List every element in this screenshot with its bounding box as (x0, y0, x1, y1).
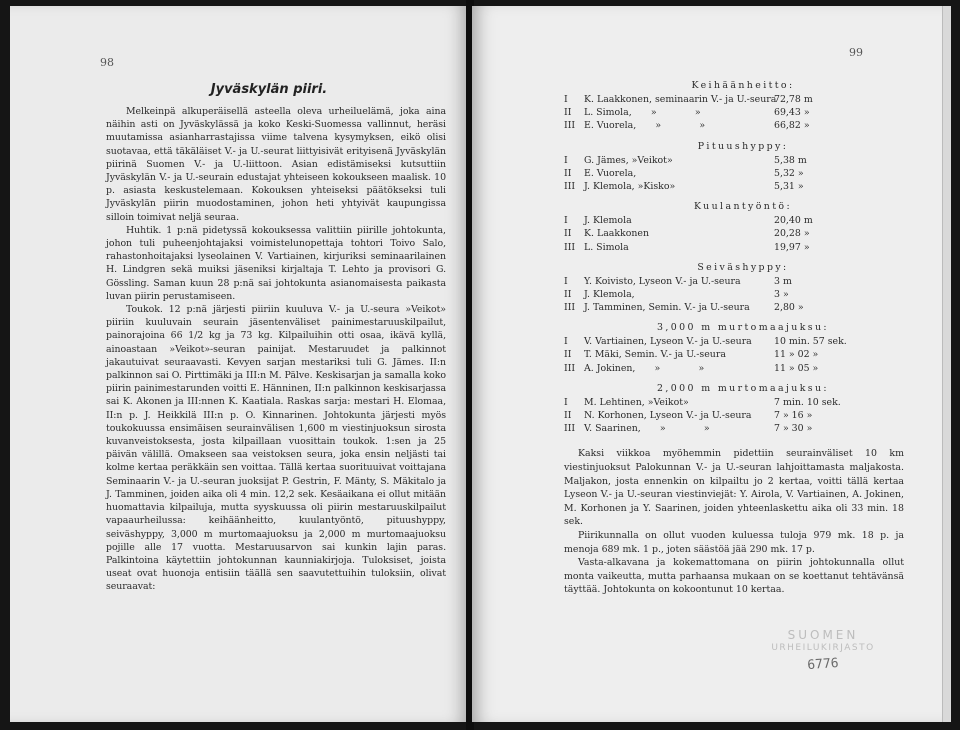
event-header: 3,000 m murtomaajuksu: (656, 322, 829, 334)
event-header: Kuulantyöntö: (693, 201, 792, 213)
result-rank: III (564, 302, 576, 314)
result-name (584, 301, 774, 314)
result-row (564, 227, 904, 240)
result-name (584, 214, 774, 227)
right-body-text (564, 447, 904, 597)
result-rank: III (564, 241, 576, 253)
result-row (564, 335, 904, 348)
athlete-name: K. Laakkonen, seminaarin V.- ja U.-seura (584, 94, 777, 105)
stamp-line: URHEILUKIRJASTO (771, 643, 875, 653)
result-row (564, 154, 904, 167)
result-value: 20,40 m (774, 215, 813, 227)
result-value: 72,78 m (774, 94, 813, 105)
athlete-name: L. Simola, (584, 107, 632, 119)
result-name (584, 119, 774, 132)
result-value: 5,38 m (774, 154, 807, 166)
event-header: 2,000 m murtomaajuksu: (656, 382, 829, 394)
page-edge (942, 6, 951, 722)
result-value: 11 » 05 » (774, 362, 819, 374)
event-header: Seiväshyppy: (697, 261, 789, 273)
athlete-name: J. Klemola, (584, 288, 635, 300)
result-value: 10 min. 57 sek. (774, 336, 847, 348)
result-name (584, 154, 774, 167)
result-rank: II (564, 228, 572, 240)
stamp-number: 6776 (806, 655, 840, 674)
result-value: 5,32 » (774, 167, 804, 179)
athlete-name: Y. Koivisto, Lyseon V.- ja U.-seura (584, 275, 741, 287)
result-row (564, 396, 904, 409)
paragraph: Huhtik. 1 p:nä pidetyssä kokouksessa valittiin piirille johtokunta, johon tuli puheenjohtajaksi voimistelunopettaja tohtori Toivo Salo, rahastonhoitajaksi lyseolainen V. Vartiainen, kirjuriksi seminaarilainen H. Lindgren sekä muiksi jäseniksi kirjaltaja T. Lehto ja provisori G. Gössling. Saman kuun 28 p:nä sai johtokunta asianomaisesta paikasta luvan piirin perustamiseen. (106, 224, 446, 302)
result-row (564, 106, 904, 119)
stamp-line: SUOMEN (787, 628, 859, 642)
event-header: Keihäänheitto: (691, 80, 795, 91)
result-value: 5,31 » (774, 180, 804, 192)
result-name (584, 241, 774, 254)
result-rank: III (564, 362, 576, 374)
ditto-mark: » (655, 120, 662, 132)
result-name (584, 348, 774, 361)
result-value: 7 » 16 » (774, 410, 813, 421)
left-body-text (106, 105, 446, 594)
result-rank: II (564, 410, 572, 421)
result-value: 11 » 02 » (774, 349, 819, 361)
results-column (564, 80, 904, 597)
result-name (584, 180, 774, 193)
result-value: 2,80 » (774, 302, 804, 314)
result-rank: III (564, 180, 576, 192)
athlete-name: V. Saarinen, (584, 423, 641, 435)
paragraph: Toukok. 12 p:nä järjesti piiriin kuuluva V.- ja U.-seura »Veikot» piiriin kuuluvain seurain jäsentenväliset painimestaruuskilpailut, painorajoina 66 1/2 kg ja 73 kg. Kilpailuihin otti osaa, ikävä kyllä, ainoastaan »Veikot»-seuran painijat. Mestaruudet ja palkinnot jakautuivat seuraavasti. Kevyen sarjan mestariksi tuli G. Jämes. II:n palkinnon sai O. Pirttimäki ja III:n M. Pälve. Keskisarjan ja samalla koko piirin painimestarunden voitti E. Hänninen, II:n palkinnon keskisarjassa sai K. Akonen ja III:nnen K. Kaatiala. Raskas sarja: mestari H. Elomaa, II:n p. J. Heikkilä III:n p. O. Kinnarinen. Johtokunta järjesti myös toukokuussa ensimäisen seurainvälisen 1,600 m viestinjuoksun sirosta kuvanveistoksesta, josta kilpaillaan vuosittain toukok. 1:sen ja 25 päivän välillä. Omakseen saa veistoksen seura, joka ensin neljästi tai kolme kertaa peräkkäin sen voittaa. Tällä kertaa suorituuivat voittajana Seminaarin V.- ja U.-seuran juoksijat P. Gestrin, F. Mänty, S. Mäkitalo ja J. Tamminen, joiden aika oli 4 min. 12,2 sek. Kesäaikana ei ollut mitään huomattavia kilpailuja, mutta syyskuussa oli piirin mestaruuskilpailut vapaaurheilussa: keihäänheitto, kuulantyöntö, pituushyppy, seiväshyppy, 3,000 m murtomaajuoksu ja 2,000 m murtomaajuoksu pojille alle 17 vuotta. Mestaruusarvon sai kunkin lajin paras. Palkintoina käytettiin johtokunnan kaunniakirjoja. Tuloksiset, joista useat ovat huonoja entisiin täällä sen saavutettuihin tuloksiin, olivat seuraavat: (106, 304, 446, 593)
result-row (564, 409, 904, 422)
result-rank: I (564, 396, 568, 408)
result-value: 19,97 » (774, 241, 810, 253)
page-number-right: 99 (849, 46, 863, 59)
athlete-name: L. Simola (584, 241, 629, 253)
result-name (584, 396, 774, 409)
result-row (564, 422, 904, 435)
left-page (10, 6, 468, 722)
athlete-name: E. Vuorela, (584, 120, 637, 132)
result-row (564, 348, 904, 361)
result-row (564, 362, 904, 375)
result-row (564, 275, 904, 288)
athlete-name: A. Jokinen, (584, 362, 636, 374)
result-rank: II (564, 107, 572, 119)
ditto-mark: » (654, 362, 661, 374)
result-value: 7 min. 10 sek. (774, 396, 841, 408)
result-name (584, 422, 774, 435)
result-row (564, 119, 904, 132)
result-rank: I (564, 94, 568, 105)
athlete-name: E. Vuorela, (584, 167, 637, 179)
result-name (584, 335, 774, 348)
result-name (584, 167, 774, 180)
result-row (564, 301, 904, 314)
result-value: 3 m (774, 275, 792, 287)
right-page (472, 6, 942, 722)
result-name (584, 362, 774, 375)
result-row (564, 214, 904, 227)
athlete-name: N. Korhonen, Lyseon V.- ja U.-seura (584, 410, 752, 421)
ditto-mark: » (650, 107, 657, 119)
result-rank: I (564, 336, 568, 348)
paragraph: Melkeinpä alkuperäisellä asteella oleva urheiluelämä, joka aina näihin asti on Jyväskylässä ja koko Keski-Suomessa vallinnut, heräsi muutamissa asianharrastajissa viime talvena kysymyksen, eikö olisi suotavaa, että täkäläiset V.- ja U.-seurat liittyisivät erityisenä Jyväskylän piirinä Suomen V.- ja U.-liittoon. Asian edistämiseksi kutsuttiin Jyväskylän V.- ja U.-seurain edustajat yhteiseen kokoukseen maalisk. 10 p. asiasta keskustelemaan. Kokouksen yhteiseksi päätökseksi tuli Jyväskylän piirin muodostaminen, johon heti yhtyivät kaupungissa silloin toimivat neljä seuraa. (106, 106, 446, 223)
paragraph: Piirikunnalla on ollut vuoden kuluessa tuloja 979 mk. 18 p. ja menoja 689 mk. 1 p., joten säästöä jää 290 mk. 17 p. (564, 529, 904, 555)
result-rank: I (564, 275, 568, 287)
ditto-mark: » (703, 423, 710, 435)
page-number-left: 98 (100, 56, 114, 69)
result-row (564, 180, 904, 193)
result-row (564, 93, 904, 106)
result-rank: II (564, 349, 572, 361)
result-rank: II (564, 167, 572, 179)
result-row (564, 241, 904, 254)
result-value: 7 » 30 » (774, 423, 813, 435)
result-name (584, 275, 774, 288)
result-value: 3 » (774, 288, 789, 300)
ditto-mark: » (659, 423, 666, 435)
result-name (584, 288, 774, 301)
result-row (564, 167, 904, 180)
result-name (584, 409, 774, 422)
result-name (584, 93, 777, 106)
library-stamp (768, 628, 878, 672)
athlete-name: J. Tamminen, Semin. V.- ja U.-seura (584, 302, 750, 314)
event-header: Pituushyppy: (697, 140, 789, 152)
ditto-mark: » (698, 362, 705, 374)
athlete-name: V. Vartiainen, Lyseon V.- ja U.-seura (584, 336, 752, 348)
result-name (584, 227, 774, 240)
paragraph: Kaksi viikkoa myöhemmin pidettiin seurainväliset 10 km viestinjuoksut Palokunnan V.- ja U.-seuran lahjoittamasta maljakosta. Maljakon, josta ennenkin on kilpailtu jo 2 kertaa, voitti tällä kertaa Lyseon V.- ja U.-seuran viestinviejät: Y. Airola, V. Vartiainen, A. Jokinen, M. Korhonen ja Y. Saarinen, joiden yhteenlaskettu aika oli 33 min. 18 sek. (564, 448, 904, 528)
athlete-name: T. Mäki, Semin. V.- ja U.-seura (584, 349, 726, 361)
athlete-name: J. Klemola, »Kisko» (584, 180, 676, 192)
result-value: 66,82 » (774, 120, 810, 132)
results-list (564, 80, 904, 435)
result-rank: III (564, 120, 576, 132)
result-value: 20,28 » (774, 228, 810, 240)
athlete-name: G. Jämes, »Veikot» (584, 154, 673, 166)
result-rank: II (564, 288, 572, 300)
athlete-name: K. Laakkonen (584, 228, 649, 240)
paragraph: Vasta-alkavana ja kokemattomana on piirin johtokunnalla ollut monta vaikeutta, mutta parhaansa mukaan on se koettanut tehtävänsä täyttää. Johtokunta on kokoontunut 10 kertaa. (564, 557, 904, 596)
athlete-name: J. Klemola (584, 215, 632, 227)
ditto-mark: » (699, 120, 706, 132)
result-rank: I (564, 154, 568, 166)
result-rank: I (564, 215, 568, 227)
ditto-mark: » (694, 107, 701, 119)
result-row (564, 288, 904, 301)
chapter-title: Jyväskylän piiri. (210, 82, 328, 97)
result-name (584, 106, 774, 119)
result-rank: III (564, 423, 576, 435)
result-value: 69,43 » (774, 107, 810, 119)
athlete-name: M. Lehtinen, »Veikot» (584, 396, 689, 408)
